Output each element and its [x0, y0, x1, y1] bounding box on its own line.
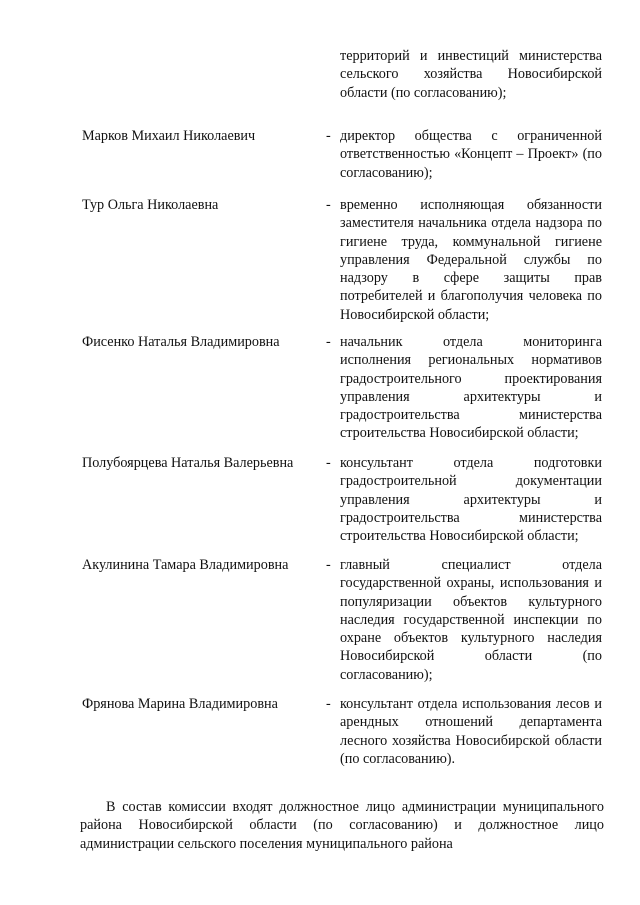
member-dash: -: [326, 455, 331, 471]
member-description: директор общества с ограниченной ответственностью «Концепт – Проект» (по согласованию);: [340, 128, 602, 181]
member-name: Фисенко Наталья Владимировна: [82, 334, 280, 350]
member-description: начальник отдела мониторинга исполнения региональных нормативов градостроительного проектирования управления архитектуры и градостроительства министерства строительства Новосибирской области;: [340, 334, 602, 442]
member-name: Акулинина Тамара Владимировна: [82, 557, 289, 573]
member-dash: -: [326, 334, 331, 350]
member-dash: -: [326, 197, 331, 213]
member-description: временно исполняющая обязанности заместителя начальника отдела надзора по гигиене труда, коммунальной гигиене управления Федеральной службы по надзору в сфере защиты прав потребителей и благополучия человека по Новосибирской области;: [340, 197, 602, 323]
member-dash: -: [326, 696, 331, 712]
member-name: Фрянова Марина Владимировна: [82, 696, 278, 712]
member-description: главный специалист отдела государственной охраны, использования и популяризации объектов культурного наследия государственной инспекции по охране объектов культурного наследия Новосибирской области (по согласованию);: [340, 557, 602, 683]
closing-paragraph: В состав комиссии входят должностное лицо администрации муниципального района Новосибирской области (по согласованию) и должностное лицо администрации сельского поселения муниципального района: [80, 799, 604, 852]
member-name: Полубоярцева Наталья Валерьевна: [82, 455, 294, 471]
member-name: Марков Михаил Николаевич: [82, 128, 256, 144]
member-description: консультант отдела использования лесов и арендных отношений департамента лесного хозяйства Новосибирской области (по согласованию).: [340, 696, 602, 767]
member-dash: -: [326, 128, 331, 144]
member-name: Тур Ольга Николаевна: [82, 197, 219, 213]
continued-description: территорий и инвестиций министерства сельского хозяйства Новосибирской области (по согласованию);: [340, 48, 602, 101]
member-description: консультант отдела подготовки градостроительной документации управления архитектуры и градостроительства министерства строительства Новосибирской области;: [340, 455, 602, 545]
member-dash: -: [326, 557, 331, 573]
